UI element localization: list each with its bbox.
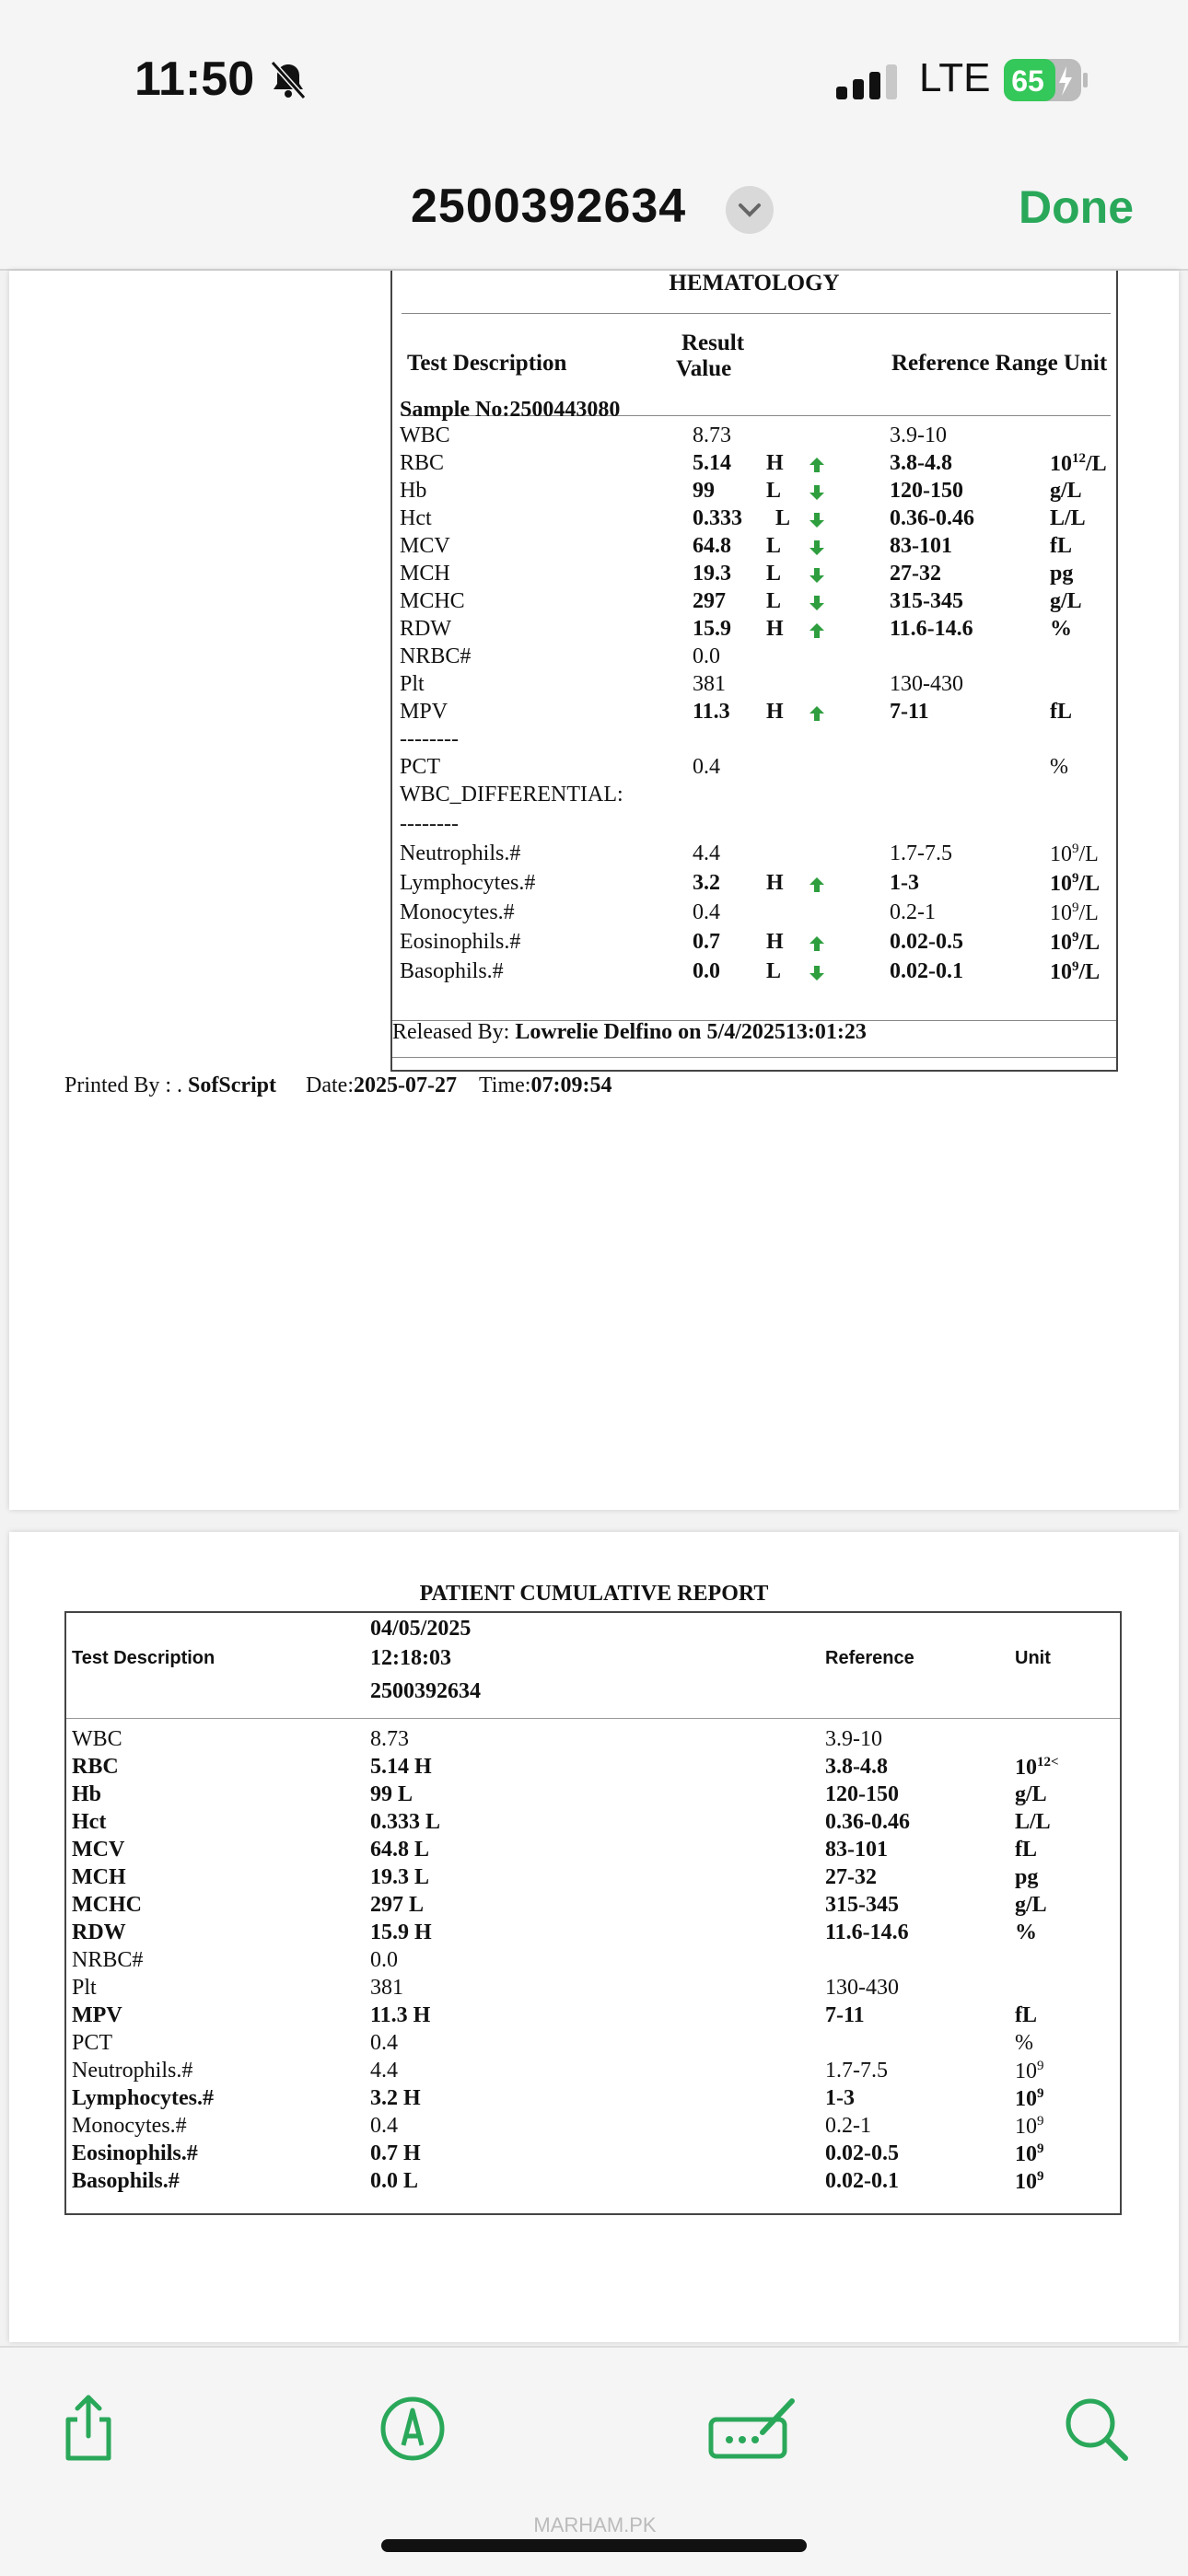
arrow-up-icon	[809, 457, 825, 473]
cum-header-reference: Reference	[825, 1648, 914, 1668]
markup-icon[interactable]	[376, 2392, 449, 2466]
arrow-up-icon	[809, 935, 825, 952]
hema-row-unit: $10^9/L$	[1050, 871, 1101, 896]
cum-row-unit: g/L	[1015, 1782, 1047, 1806]
hema-row-flag: L	[775, 506, 791, 530]
hematology-title: HEMATOLOGY	[669, 271, 840, 296]
hema-row-name: --------	[400, 727, 459, 751]
document-page-2[interactable]	[9, 1532, 1179, 2342]
arrow-down-icon	[809, 484, 825, 501]
hema-row-unit: $10^9/L$	[1050, 900, 1099, 925]
cum-row-value: 0.0	[370, 1948, 398, 1972]
arrow-up-icon	[809, 876, 825, 893]
nav-bar	[0, 147, 1188, 271]
hema-row-reference: 11.6-14.6	[890, 617, 973, 641]
signal-icon	[836, 64, 901, 99]
cum-row-value: 381	[370, 1976, 403, 2000]
arrow-down-icon	[809, 595, 825, 611]
cum-row-unit: %	[1015, 1920, 1037, 1944]
cum-row-name: Eosinophils.#	[72, 2141, 198, 2165]
hema-row-value: 0.4	[693, 900, 720, 924]
hema-row-unit: g/L	[1050, 589, 1082, 613]
cum-row-unit: g/L	[1015, 1893, 1047, 1917]
cum-row-reference: 27-32	[825, 1865, 877, 1889]
hema-row-name: MCH	[400, 562, 450, 586]
printed-date: 2025-07-27	[354, 1073, 457, 1097]
cum-row-name: NRBC#	[72, 1948, 144, 1972]
cum-row-name: Plt	[72, 1976, 97, 2000]
hema-row-name: RBC	[400, 451, 445, 475]
hema-row-reference: 27-32	[890, 562, 941, 586]
hema-row-name: Plt	[400, 672, 425, 696]
cum-row-unit: $10^9$	[1015, 2169, 1044, 2194]
document-page-1[interactable]	[9, 271, 1179, 1510]
hematology-table	[390, 271, 1118, 1072]
network-type: LTE	[919, 55, 991, 100]
hema-row-reference: 315-345	[890, 589, 963, 613]
arrow-down-icon	[809, 965, 825, 981]
cum-row-reference: 3.8-4.8	[825, 1755, 888, 1779]
cum-row-unit: %	[1015, 2031, 1033, 2055]
hema-row-reference: 130-430	[890, 672, 963, 696]
cum-row-unit: $10^9$	[1015, 2059, 1044, 2083]
printed-label: Printed By : .	[64, 1073, 183, 1097]
hema-row-name: Hct	[400, 506, 432, 530]
cum-row-value: 15.9 H	[370, 1920, 432, 1944]
hema-row-unit: $10^{12}/L$	[1050, 451, 1107, 476]
cum-row-name: MPV	[72, 2003, 122, 2027]
hema-row-name: Monocytes.#	[400, 900, 515, 924]
cum-row-name: Monocytes.#	[72, 2114, 187, 2138]
cum-row-value: 8.73	[370, 1727, 409, 1751]
hema-row-value: 5.14	[693, 451, 731, 475]
cum-row-name: Neutrophils.#	[72, 2059, 193, 2083]
cum-row-unit: $10^9$	[1015, 2086, 1044, 2111]
cum-row-value: 0.333 L	[370, 1810, 441, 1834]
hema-row-reference: 3.9-10	[890, 424, 947, 447]
chevron-down-icon[interactable]	[726, 186, 774, 234]
cum-row-unit: $10^{12<}$	[1015, 1755, 1059, 1780]
printed-time: 07:09:54	[530, 1073, 612, 1097]
hema-row-flag: L	[766, 534, 782, 558]
arrow-up-icon	[809, 622, 825, 639]
cum-row-unit: L/L	[1015, 1810, 1051, 1834]
cum-row-name: Hct	[72, 1810, 107, 1834]
hema-row-name: MPV	[400, 700, 448, 724]
cum-row-name: MCH	[72, 1865, 126, 1889]
cum-row-value: 5.14 H	[370, 1755, 432, 1779]
cum-header-sample: 2500392634	[370, 1679, 481, 1703]
cum-header-test: Test Description	[72, 1648, 215, 1668]
hema-row-name: Lymphocytes.#	[400, 871, 536, 895]
hema-row-flag: L	[766, 562, 782, 586]
cum-header-date: 04/05/2025	[370, 1617, 472, 1641]
bell-muted-icon	[267, 59, 309, 101]
hema-row-value: 11.3	[693, 700, 730, 724]
cum-row-value: 0.4	[370, 2031, 398, 2055]
cum-row-value: 0.0 L	[370, 2169, 419, 2193]
cum-row-name: Lymphocytes.#	[72, 2086, 215, 2110]
hema-row-reference: 1.7-7.5	[890, 841, 952, 865]
cum-row-reference: 0.02-0.5	[825, 2141, 899, 2165]
hema-row-name: Hb	[400, 479, 427, 503]
hema-row-flag: H	[766, 617, 784, 641]
hema-row-unit: pg	[1050, 562, 1074, 586]
hema-row-reference: 3.8-4.8	[890, 451, 952, 475]
hema-row-value: 8.73	[693, 424, 731, 447]
hema-row-reference: 0.2-1	[890, 900, 936, 924]
done-button[interactable]: Done	[1019, 181, 1134, 233]
cum-row-reference: 130-430	[825, 1976, 899, 2000]
home-indicator[interactable]	[381, 2539, 807, 2552]
arrow-up-icon	[809, 705, 825, 722]
hema-row-value: 0.0	[693, 959, 720, 983]
cum-row-reference: 1.7-7.5	[825, 2059, 888, 2083]
hema-row-value: 19.3	[693, 562, 731, 586]
cum-row-name: Hb	[72, 1782, 102, 1806]
released-value: Lowrelie Delfino on 5/4/202513:01:23	[515, 1020, 867, 1044]
header-reference-range-unit: Reference Range Unit	[891, 351, 1108, 376]
hema-row-unit: fL	[1050, 534, 1072, 558]
hema-row-flag: H	[766, 700, 784, 724]
hema-row-value: 3.2	[693, 871, 720, 895]
cum-row-name: WBC	[72, 1727, 122, 1751]
hema-row-reference: 7-11	[890, 700, 929, 724]
hema-row-reference: 0.02-0.5	[890, 930, 963, 954]
hema-row-name: WBC	[400, 424, 450, 447]
hema-row-value: 0.0	[693, 644, 720, 668]
cum-row-reference: 11.6-14.6	[825, 1920, 909, 1944]
cum-row-value: 11.3 H	[370, 2003, 431, 2027]
cum-row-unit: pg	[1015, 1865, 1039, 1889]
battery-level: 65	[1011, 64, 1044, 98]
cum-row-reference: 120-150	[825, 1782, 899, 1806]
released-divider-bottom	[392, 1057, 1116, 1058]
hema-row-reference: 83-101	[890, 534, 952, 558]
hema-row-name: NRBC#	[400, 644, 472, 668]
cum-header-divider	[66, 1718, 1120, 1719]
hema-row-value: 4.4	[693, 841, 720, 865]
hema-row-unit: %	[1050, 755, 1068, 779]
cum-row-reference: 315-345	[825, 1893, 899, 1917]
cum-row-value: 0.7 H	[370, 2141, 421, 2165]
hema-row-name: Eosinophils.#	[400, 930, 521, 954]
signature-icon[interactable]	[707, 2392, 799, 2466]
hema-row-value: 297	[693, 589, 726, 613]
cum-row-value: 4.4	[370, 2059, 398, 2083]
cum-row-reference: 7-11	[825, 2003, 865, 2027]
time-label: Time:	[478, 1073, 531, 1097]
watermark: MARHAM.PK	[533, 2513, 657, 2536]
cum-row-value: 297 L	[370, 1893, 425, 1917]
battery-icon	[1004, 59, 1089, 101]
hema-row-value: 64.8	[693, 534, 731, 558]
cum-row-unit: fL	[1015, 1838, 1037, 1862]
hema-row-flag: L	[766, 959, 782, 983]
status-time: 11:50	[134, 52, 255, 106]
cum-row-reference: 0.36-0.46	[825, 1810, 910, 1834]
arrow-down-icon	[809, 567, 825, 584]
hema-row-flag: H	[766, 871, 784, 895]
hema-row-name: RDW	[400, 617, 451, 641]
cum-row-unit: $10^9$	[1015, 2114, 1044, 2139]
cum-row-name: PCT	[72, 2031, 113, 2055]
cum-header-clock: 12:18:03	[370, 1646, 451, 1670]
cumulative-title: PATIENT CUMULATIVE REPORT	[419, 1582, 769, 1606]
cum-row-reference: 83-101	[825, 1838, 888, 1862]
released-label: Released By:	[392, 1020, 510, 1044]
hema-row-value: 0.4	[693, 755, 720, 779]
hema-row-value: 0.7	[693, 930, 720, 954]
hema-row-unit: $10^9/L$	[1050, 959, 1101, 984]
sample-number: Sample No:2500443080	[400, 398, 621, 422]
cum-row-value: 3.2 H	[370, 2086, 421, 2110]
arrow-down-icon	[809, 540, 825, 556]
cum-row-reference: 0.02-0.1	[825, 2169, 899, 2193]
hema-row-unit: fL	[1050, 700, 1072, 724]
hema-row-unit: %	[1050, 617, 1072, 641]
hema-row-flag: H	[766, 451, 784, 475]
hema-row-unit: L/L	[1050, 506, 1086, 530]
cum-row-unit: $10^9$	[1015, 2141, 1044, 2166]
cum-header-unit: Unit	[1015, 1648, 1051, 1668]
hema-row-name: MCHC	[400, 589, 465, 613]
hema-row-reference: 120-150	[890, 479, 963, 503]
cum-row-name: MCHC	[72, 1893, 142, 1917]
hema-row-value: 0.333	[693, 506, 742, 530]
arrow-down-icon	[809, 512, 825, 528]
document-title[interactable]: 2500392634	[411, 180, 687, 233]
cum-row-value: 19.3 L	[370, 1865, 430, 1889]
cum-row-value: 99 L	[370, 1782, 413, 1806]
status-bar	[0, 0, 1188, 147]
hema-row-reference: 0.36-0.46	[890, 506, 974, 530]
search-icon[interactable]	[1059, 2392, 1133, 2466]
released-by	[392, 1020, 867, 1045]
share-icon[interactable]	[52, 2392, 125, 2466]
header-result: Result	[681, 331, 745, 355]
hema-row-name: MCV	[400, 534, 450, 558]
cumulative-table	[64, 1611, 1122, 2215]
cum-row-reference: 3.9-10	[825, 1727, 882, 1751]
printed-line	[64, 1073, 611, 1098]
hema-row-reference: 0.02-0.1	[890, 959, 963, 983]
hema-row-reference: 1-3	[890, 871, 919, 895]
hema-row-flag: L	[766, 589, 782, 613]
cum-row-reference: 1-3	[825, 2086, 855, 2110]
hema-row-unit: $10^9/L$	[1050, 930, 1101, 955]
hema-row-name: Neutrophils.#	[400, 841, 521, 865]
hema-row-value: 99	[693, 479, 715, 503]
hema-row-name: WBC_DIFFERENTIAL:	[400, 783, 623, 806]
cum-row-name: RBC	[72, 1755, 119, 1779]
cum-row-name: RDW	[72, 1920, 126, 1944]
hema-row-unit: g/L	[1050, 479, 1082, 503]
cum-row-name: Basophils.#	[72, 2169, 180, 2193]
cum-row-unit: fL	[1015, 2003, 1037, 2027]
header-test-description: Test Description	[407, 351, 567, 376]
cum-row-value: 0.4	[370, 2114, 398, 2138]
hema-row-value: 381	[693, 672, 726, 696]
hema-row-unit: $10^9/L$	[1050, 841, 1099, 866]
cum-row-value: 64.8 L	[370, 1838, 430, 1862]
date-label: Date:	[306, 1073, 354, 1097]
printed-by: SofScript	[188, 1073, 277, 1097]
header-value: Value	[676, 356, 732, 381]
cum-row-reference: 0.2-1	[825, 2114, 871, 2138]
cum-row-name: MCV	[72, 1838, 125, 1862]
hema-row-flag: L	[766, 479, 782, 503]
hema-row-name: PCT	[400, 755, 441, 779]
hema-row-name: --------	[400, 812, 459, 836]
hema-row-name: Basophils.#	[400, 959, 504, 983]
hema-row-value: 15.9	[693, 617, 731, 641]
hema-row-flag: H	[766, 930, 784, 954]
